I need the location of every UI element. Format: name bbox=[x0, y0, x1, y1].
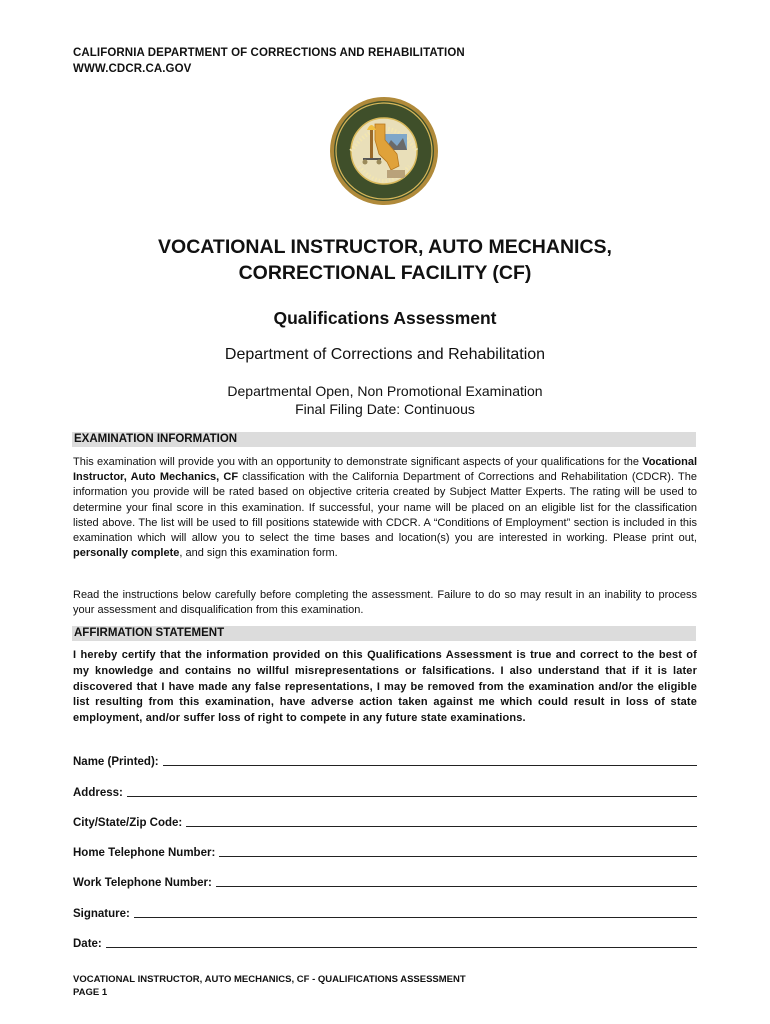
city-state-zip-input-line[interactable] bbox=[186, 826, 697, 827]
work-phone-field[interactable] bbox=[73, 873, 697, 889]
title-line-1: VOCATIONAL INSTRUCTOR, AUTO MECHANICS, bbox=[158, 236, 612, 258]
page-footer bbox=[73, 973, 466, 999]
agency-website: WWW.CDCR.CA.GOV bbox=[73, 63, 192, 75]
exam-info-text-a: This examination will provide you with an opportunity to demonstrate significant aspects of your qualifications for the bbox=[73, 456, 643, 468]
exam-info-text-c: , and sign this examination form. bbox=[179, 547, 338, 560]
classification-name: Vocational Instructor, Auto Mechanics, CF bbox=[73, 456, 697, 484]
instructions-paragraph: Read the instructions below carefully before completing the assessment. Failure to do so may result in an inability to process your assessment and disqualification from this examination. bbox=[73, 589, 697, 617]
exam-info-paragraph bbox=[73, 455, 697, 561]
name-field[interactable] bbox=[73, 752, 697, 768]
exam-details bbox=[0, 382, 770, 418]
home-phone-field[interactable] bbox=[73, 843, 697, 859]
name-input-line[interactable] bbox=[163, 765, 697, 766]
assessment-subtitle: Qualifications Assessment bbox=[273, 308, 497, 328]
exam-info-heading: EXAMINATION INFORMATION bbox=[72, 432, 696, 447]
signature-field[interactable] bbox=[73, 904, 697, 920]
exam-type: Departmental Open, Non Promotional Examination bbox=[227, 383, 543, 399]
address-input-line[interactable] bbox=[127, 796, 697, 797]
exam-info-text-b: classification with the California Department of Corrections and Rehabilitation (CDCR). The information you provide will be rated based on objective criteria created by Subject Matter Experts. The rating will be used to determine your final score in this examination. If successful, your name will be placed on an eligible list for the classification listed above. The list will be used to fill positions statewide with CDCR. A “Conditions of Employment” section is included in this examination which will allow you to select the time bases and location(s) you are interested in working. Please print out, bbox=[73, 471, 697, 545]
date-label: Date: bbox=[73, 938, 102, 950]
name-label: Name (Printed): bbox=[73, 756, 159, 768]
date-field[interactable] bbox=[73, 934, 697, 950]
cdcr-seal-icon bbox=[329, 96, 439, 206]
address-label: Address: bbox=[73, 787, 123, 799]
title-line-2: CORRECTIONAL FACILITY (CF) bbox=[238, 262, 532, 284]
filing-date: Final Filing Date: Continuous bbox=[295, 401, 475, 417]
document-header bbox=[73, 45, 465, 77]
department-name: Department of Corrections and Rehabilitation bbox=[224, 346, 546, 363]
work-phone-input-line[interactable] bbox=[216, 886, 697, 887]
personally-complete-emphasis: personally complete bbox=[73, 547, 180, 560]
date-input-line[interactable] bbox=[106, 947, 697, 948]
affirmation-heading: AFFIRMATION STATEMENT bbox=[72, 626, 696, 641]
page-number: PAGE 1 bbox=[73, 987, 108, 998]
footer-title: VOCATIONAL INSTRUCTOR, AUTO MECHANICS, CF - QUALIFICATIONS ASSESSMENT bbox=[73, 974, 466, 985]
affirmation-text: I hereby certify that the information provided on this Qualifications Assessment is true and correct to the best of my knowledge and contains no willful misrepresentations or falsifications. I also understand that if it is later discovered that I have made any false representations, I may be removed from the examination and/or the eligible list resulting from this examination, have adverse action taken against me which could result in loss of state employment, and/or suffer loss of right to compete in any future state examinations. bbox=[73, 649, 697, 725]
city-state-zip-field[interactable] bbox=[73, 813, 697, 829]
city-state-zip-label: City/State/Zip Code: bbox=[73, 817, 183, 829]
agency-name: CALIFORNIA DEPARTMENT OF CORRECTIONS AND REHABILITATION bbox=[73, 47, 465, 59]
home-phone-label: Home Telephone Number: bbox=[73, 847, 216, 859]
signature-label: Signature: bbox=[73, 908, 130, 920]
signature-input-line[interactable] bbox=[134, 917, 697, 918]
work-phone-label: Work Telephone Number: bbox=[73, 877, 212, 889]
home-phone-input-line[interactable] bbox=[219, 856, 697, 857]
address-field[interactable] bbox=[73, 783, 697, 799]
